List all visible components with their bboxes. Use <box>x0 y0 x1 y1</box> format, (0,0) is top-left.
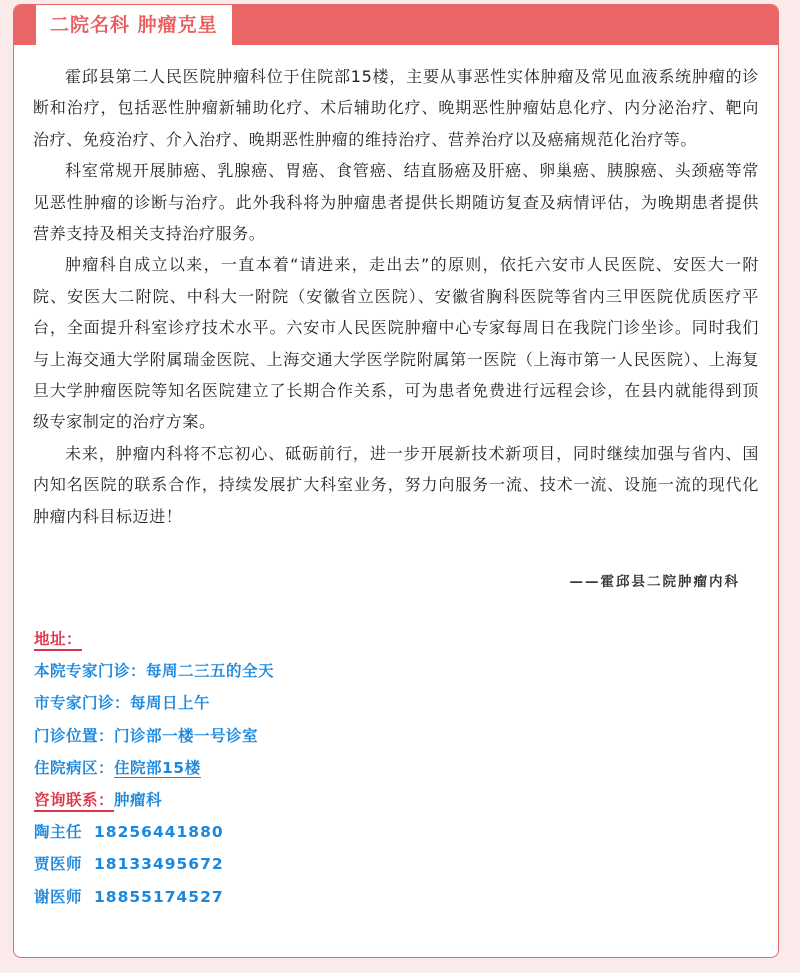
ward-value: 住院部15楼 <box>114 758 201 777</box>
doctor-phone[interactable]: 18133495672 <box>94 855 224 874</box>
doctor-name: 陶主任 <box>34 823 83 842</box>
article-paragraph: 霍邱县第二人民医院肿瘤科位于住院部15楼，主要从事恶性实体肿瘤及常见血液系统肿瘤的诊断和治疗，包括恶性肿瘤新辅助化疗、术后辅助化疗、晚期恶性肿瘤姑息化疗、内分泌治疗、靶向治疗、免疫治疗、介入治疗、晚期恶性肿瘤的维持治疗、营养治疗以及癌痛规范化治疗等。 <box>33 67 759 149</box>
doctor-name: 贾医师 <box>34 855 83 874</box>
doctor-contact <box>34 816 274 848</box>
doctor-phone[interactable]: 18256441880 <box>94 823 224 842</box>
consult-label: 咨询联系： <box>34 791 114 812</box>
city-expert-line: 市专家门诊：每周日上午 <box>34 694 211 713</box>
header-bar <box>14 5 778 45</box>
address-heading <box>34 623 274 655</box>
doctor-contact <box>34 848 274 880</box>
article-paragraph: 未来，肿瘤内科将不忘初心、砥砺前行，进一步开展新技术新项目，同时继续加强与省内、国内知名医院的联系合作，持续发展扩大科室业务，努力向服务一流、技术一流、设施一流的现代化肿瘤内科目标迈进！ <box>33 443 759 526</box>
address-label: 地址： <box>34 630 82 651</box>
signature: ——霍邱县二院肿瘤内科 <box>569 574 740 590</box>
consult-line <box>34 784 274 816</box>
doctor-name: 谢医师 <box>34 887 83 906</box>
clinic-location-line: 门诊位置：门诊部一楼一号诊室 <box>34 726 259 745</box>
ward-label: 住院病区： <box>34 758 115 777</box>
article-paragraph: 科室常规开展肺癌、乳腺癌、胃癌、食管癌、结直肠癌及肝癌、卵巢癌、胰腺癌、头颈癌等常见恶性肿瘤的诊断与治疗。此外我科将为肿瘤患者提供长期随访复查及病情评估，为晚期患者提供营养支持及相关支持治疗服务。 <box>33 161 759 244</box>
expert-clinic-line: 本院专家门诊：每周二三五的全天 <box>34 662 275 681</box>
ward-line <box>34 752 274 784</box>
article-body <box>33 61 759 532</box>
doctor-phone[interactable]: 18855174527 <box>94 887 224 906</box>
article-paragraph: 肿瘤科自成立以来，一直本着“请进来，走出去”的原则，依托六安市人民医院、安医大一附院、安医大二附院、中科大一附院（安徽省立医院）、安徽省胸科医院等省内三甲医院优质医疗平台，全面提升科室诊疗技术水平。六安市人民医院肿瘤中心专家每周日在我院门诊坐诊。同时我们与上海交通大学附属瑞金医院、上海交通大学医学院附属第一医院（上海市第一人民医院）、上海复旦大学肿瘤医院等知名医院建立了长期合作关系，可为患者免费进行远程会诊，在县内就能得到顶级专家制定的治疗方案。 <box>33 255 759 432</box>
content-card <box>13 4 779 958</box>
contact-section <box>34 623 274 913</box>
consult-value: 肿瘤科 <box>114 790 163 809</box>
header-title: 二院名科 肿瘤克星 <box>36 5 232 45</box>
doctor-contact <box>34 881 274 913</box>
